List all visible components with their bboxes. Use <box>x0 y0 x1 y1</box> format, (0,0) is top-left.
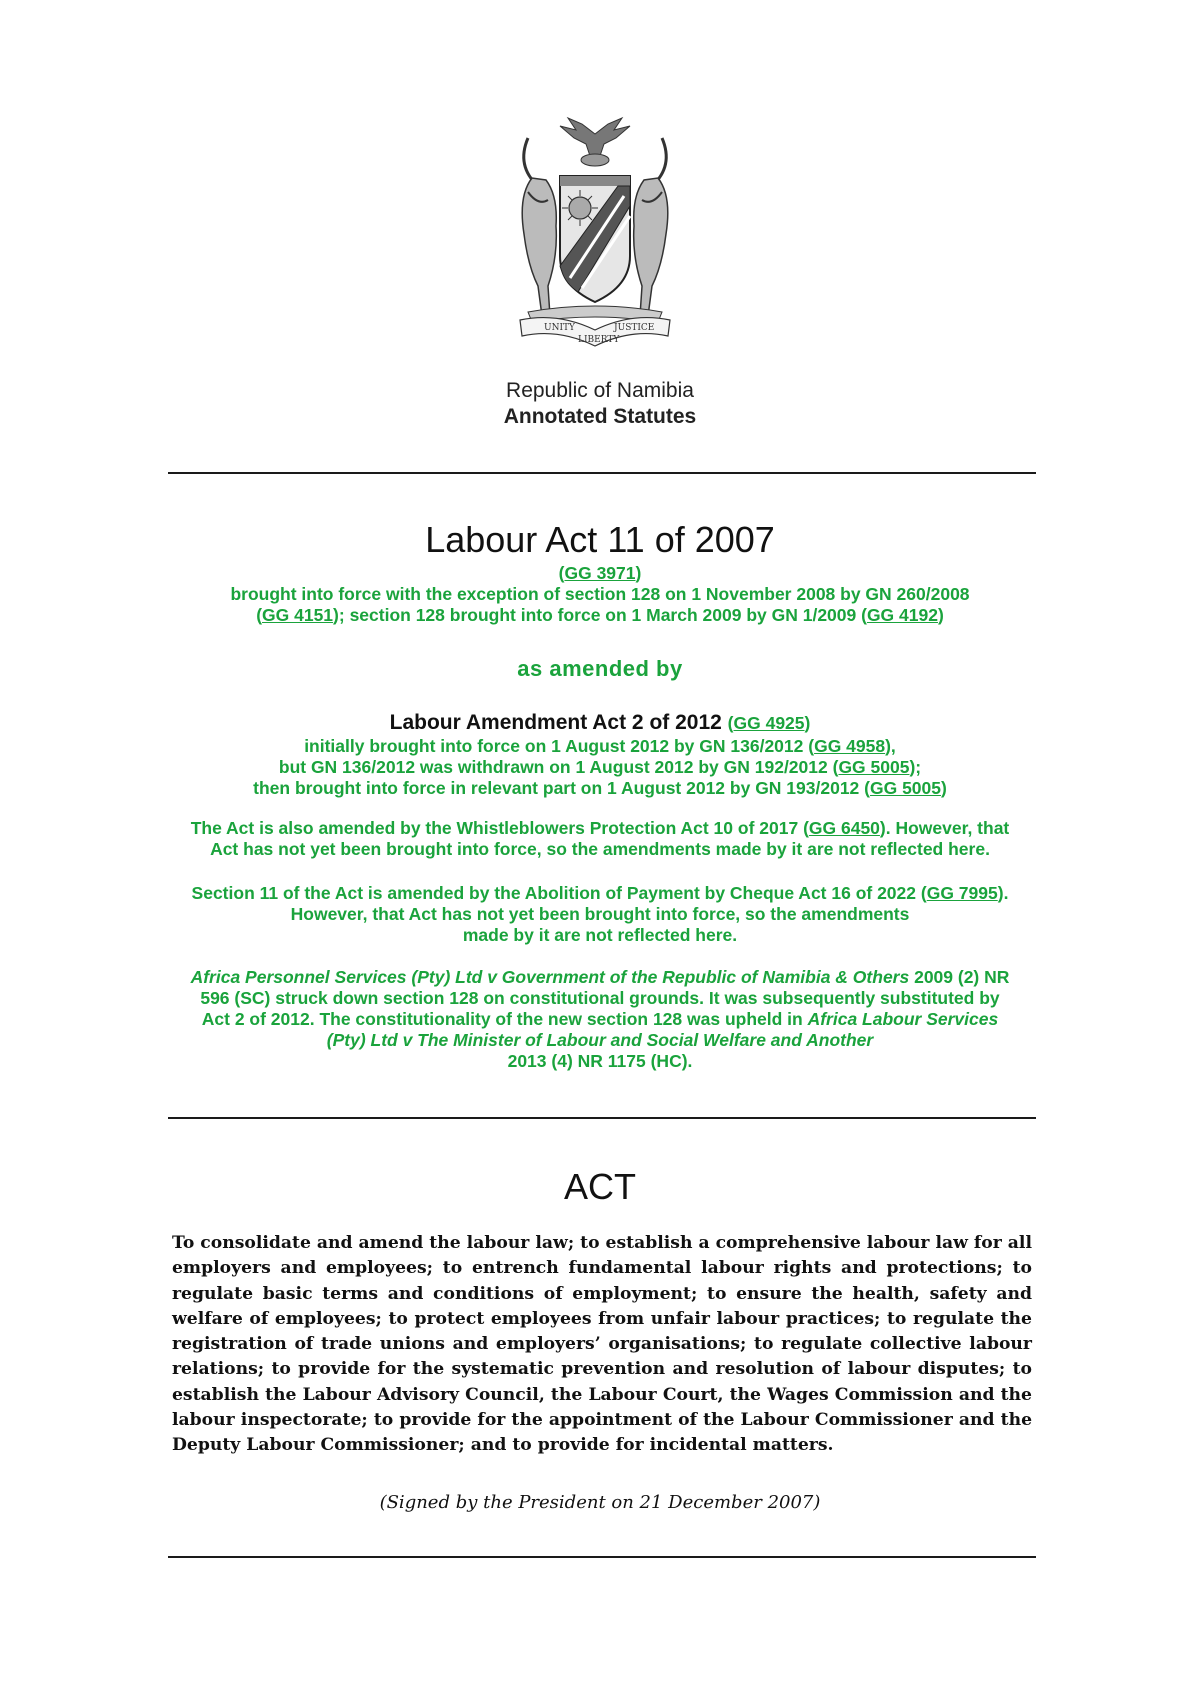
whistleblowers-note: The Act is also amended by the Whistleblowers Protection Act 10 of 2017 (GG 6450). However, that Act has not yet been brought into force, so the amendments made by it are not reflected here. <box>160 818 1040 860</box>
whistleblowers-text-2: Act has not yet been brought into force, so the amendments made by it are not reflected here. <box>210 839 990 859</box>
amendment-line-1: initially brought into force on 1 August 2012 by GN 136/2012 <box>304 736 809 756</box>
case-text-1: 2009 (2) NR <box>909 967 1010 987</box>
case-text-4: 2013 (4) NR 1175 (HC). <box>507 1051 693 1071</box>
divider-bottom <box>168 1556 1036 1558</box>
gazette-link[interactable]: GG 4958 <box>814 736 886 756</box>
commencement-line-2: ; section 128 brought into force on 1 March 2009 by GN 1/2009 <box>338 605 862 625</box>
cheque-act-note: Section 11 of the Act is amended by the Abolition of Payment by Cheque Act 16 of 2022 (GG 7995). However, that Act has not yet been brought into force, so the amendments made by it are not reflected here. <box>160 883 1040 946</box>
case-citation-3: (Pty) Ltd v The Minister of Labour and Social Welfare and Another <box>326 1030 874 1050</box>
commencement-line-1: brought into force with the exception of section 128 on 1 November 2008 by GN 260/2008 <box>230 584 970 604</box>
amendment-block: Labour Amendment Act 2 of 2012 (GG 4925) initially brought into force on 1 August 2012 by GN 136/2012 (GG 4958), but GN 136/2012 was withdrawn on 1 August 2012 by GN 192/2012 (GG 5005); then brought into force in relevant part on 1 August 2012 by GN 193/2012 (GG 5005) <box>253 711 947 798</box>
cheque-act-text: Section 11 of the Act is amended by the Abolition of Payment by Cheque Act 16 of 2022 <box>191 883 921 903</box>
whistleblowers-text: The Act is also amended by the Whistleblowers Protection Act 10 of 2017 <box>190 818 804 838</box>
collection-subtitle: Annotated Statutes <box>503 405 697 428</box>
document-header <box>0 378 1200 430</box>
case-text-3: Act 2 of 2012. The constitutionality of the new section 128 was upheld in <box>201 1009 808 1029</box>
amended-by-heading: as amended by <box>517 656 683 681</box>
case-citation-1: Africa Personnel Services (Pty) Ltd v Government of the Republic of Namibia & Others <box>190 967 910 987</box>
amendment-line-2: but GN 136/2012 was withdrawn on 1 August 2012 by GN 192/2012 <box>278 757 833 777</box>
namibia-coat-of-arms-emblem <box>498 116 692 352</box>
act-heading: ACT <box>564 1166 636 1207</box>
long-title-preamble: To consolidate and amend the labour law; to establish a comprehensive labour law for all employers and employees; to entrench fundamental labour rights and protections; to regulate basic terms and conditions of employment; to ensure the health, safety and welfare of employees; to protect employees from unfair labour practices; to regulate the registration of trade unions and employers’ organisations; to regulate collective labour relations; to provide for the systematic prevention and resolution of labour disputes; to establish the Labour Advisory Council, the Labour Court, the Wages Commission and the labour inspectorate; to provide for the appointment of the Labour Commissioner and the Deputy Labour Commissioner; and to provide for incidental matters. <box>172 1233 1032 1456</box>
divider-middle <box>168 1117 1036 1119</box>
commencement-note: (GG 3971) brought into force with the exception of section 128 on 1 November 2008 by GN 260/2008 (GG 4151); section 128 brought into force on 1 March 2009 by GN 1/2009 (GG 4192) <box>160 563 1040 626</box>
cheque-act-text-end: . <box>1003 883 1009 903</box>
gazette-link[interactable]: GG 4925 <box>733 713 805 733</box>
amendment-title: Labour Amendment Act 2 of 2012 <box>389 711 722 734</box>
cheque-act-text-3: made by it are not reflected here. <box>462 925 738 945</box>
gazette-link[interactable]: GG 4151 <box>262 605 334 625</box>
cheque-act-text-2: However, that Act has not yet been brought into force, so the amendments <box>290 904 910 924</box>
gazette-link[interactable]: GG 5005 <box>838 757 910 777</box>
signed-note: (Signed by the President on 21 December 2007) <box>379 1492 821 1513</box>
motto-liberty: LIBERTY <box>578 335 620 345</box>
case-text-2: 596 (SC) struck down section 128 on constitutional grounds. It was subsequently substituted by <box>200 988 1000 1008</box>
amendment-line-3: then brought into force in relevant part on 1 August 2012 by GN 193/2012 <box>253 778 865 798</box>
gazette-link[interactable]: GG 5005 <box>869 778 942 798</box>
divider-top <box>168 472 1036 474</box>
gazette-link[interactable]: GG 7995 <box>926 883 998 903</box>
act-title: Labour Act 11 of 2007 <box>425 519 775 560</box>
gazette-link[interactable]: GG 6450 <box>808 818 880 838</box>
case-citation-2: Africa Labour Services <box>807 1009 999 1029</box>
motto-unity: UNITY <box>544 323 575 333</box>
country-name: Republic of Namibia <box>506 379 694 402</box>
gazette-link[interactable]: GG 4192 <box>866 605 938 625</box>
motto-justice: JUSTICE <box>614 323 655 333</box>
gazette-link[interactable]: GG 3971 <box>564 563 636 583</box>
case-law-note <box>160 967 1040 1072</box>
whistleblowers-text-end: . However, that <box>885 818 1010 838</box>
